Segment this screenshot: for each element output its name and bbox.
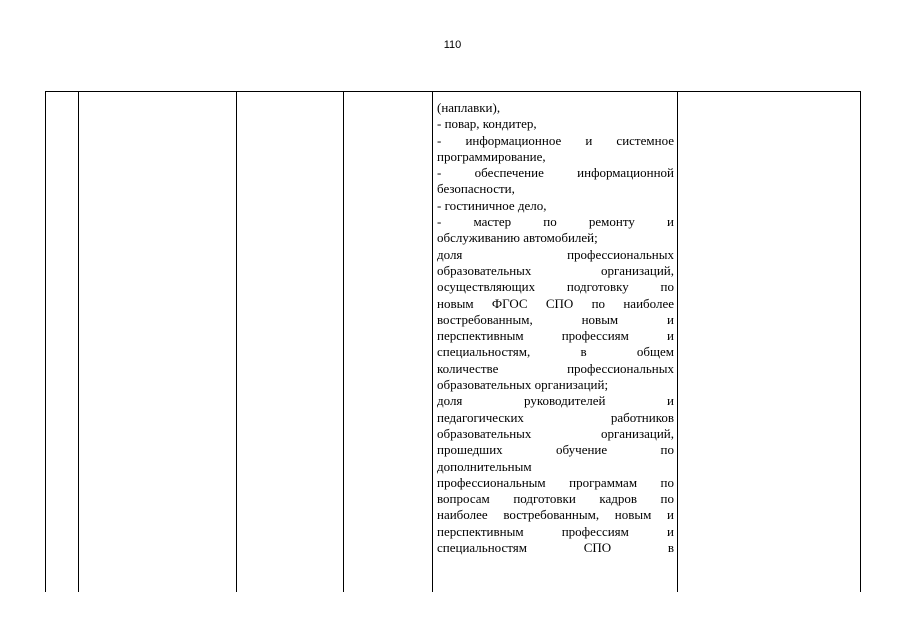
cell-text-line: перспективным профессиям и bbox=[437, 523, 674, 539]
cell-text-line: количестве профессиональных bbox=[437, 360, 674, 376]
cell-text-line: дополнительным bbox=[437, 458, 532, 474]
cell-text-line: перспективным профессиям и bbox=[437, 328, 674, 344]
cell-text-line: доля профессиональных bbox=[437, 246, 674, 262]
cell-text-line: востребованным, новым и bbox=[437, 311, 674, 327]
cell-text-line: - повар, кондитер, bbox=[437, 116, 537, 132]
column-divider-5 bbox=[677, 92, 678, 592]
cell-text-line: программирование, bbox=[437, 148, 546, 164]
table-fragment bbox=[45, 91, 861, 591]
cell-text-line: прошедших обучение по bbox=[437, 442, 674, 458]
column-divider-3 bbox=[343, 92, 344, 592]
cell-text-line: наиболее востребованным, новым и bbox=[437, 507, 674, 523]
cell-text-line: специальностям СПО в bbox=[437, 540, 674, 556]
table-border-right bbox=[860, 92, 861, 592]
cell-text-line: обслуживанию автомобилей; bbox=[437, 230, 598, 246]
cell-text-line: безопасности, bbox=[437, 181, 515, 197]
cell-text-line: образовательных организаций, bbox=[437, 425, 674, 441]
cell-text-line: - информационное и системное bbox=[437, 132, 674, 148]
column-divider-1 bbox=[78, 92, 79, 592]
cell-text-line: образовательных организаций; bbox=[437, 377, 609, 393]
cell-text-line: образовательных организаций, bbox=[437, 262, 674, 278]
column-divider-2 bbox=[236, 92, 237, 592]
cell-text-line: - мастер по ремонту и bbox=[437, 214, 674, 230]
cell-text-line: специальностям, в общем bbox=[437, 344, 674, 360]
cell-text-line: профессиональным программам по bbox=[437, 474, 674, 490]
page-number: 110 bbox=[443, 39, 462, 51]
column-divider-4 bbox=[432, 92, 433, 592]
cell-text-line: педагогических работников bbox=[437, 409, 674, 425]
cell-text-line: - гостиничное дело, bbox=[437, 197, 547, 213]
cell-text-line: вопросам подготовки кадров по bbox=[437, 491, 674, 507]
table-border-left bbox=[45, 92, 46, 592]
cell-text-line: осуществляющих подготовку по bbox=[437, 279, 674, 295]
cell-text-line: новым ФГОС СПО по наиболее bbox=[437, 295, 674, 311]
cell-text-line: (наплавки), bbox=[437, 100, 501, 115]
indicators-cell-text bbox=[437, 100, 674, 556]
cell-text-line: доля руководителей и bbox=[437, 393, 674, 409]
cell-text-line: - обеспечение информационной bbox=[437, 165, 674, 181]
